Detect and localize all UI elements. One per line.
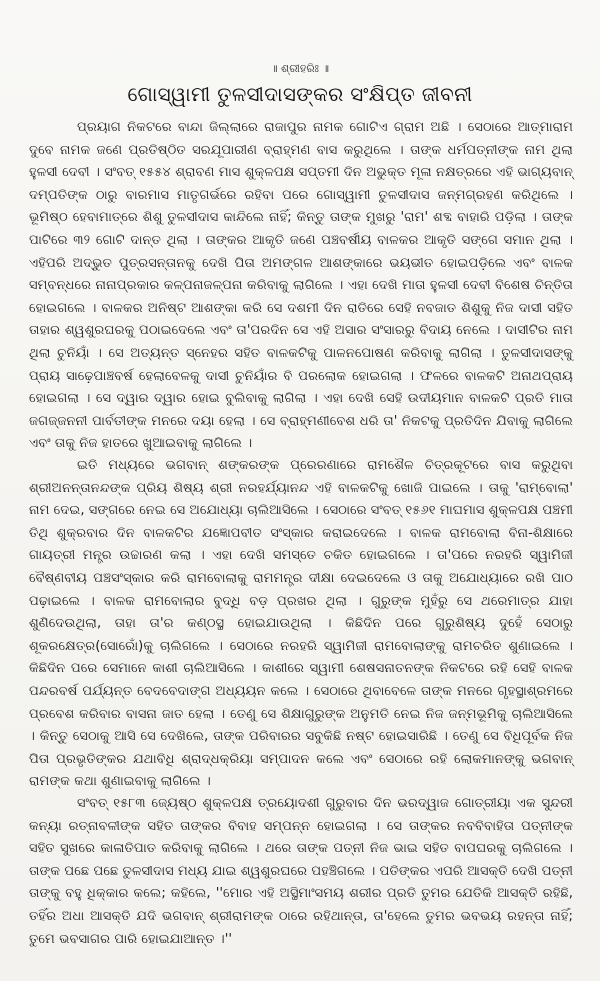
paragraph-marriage (29, 793, 573, 951)
paragraph-text: ସଂବତ୍ ୧୫୮୩ ଜ୍ୟେଷ୍ଠ ଶୁକ୍ଳପକ୍ଷ ତ୍ରୟୋଦଶୀ ଗୁରୁବାର ଦିନ ଭରଦ୍ୱାଜ ଗୋତ୍ରୀୟା ଏକ ସୁନ୍ଦରୀ କନ୍ୟା ରତ୍ନାବଳୀଙ୍କ ସହିତ ତାଙ୍କର ବିବାହ ସମ୍ପନ୍ନ ହୋଇଗଲା । ସେ ତାଙ୍କର ନବବିବାହିତା ପତ୍ନୀଙ୍କ ସହିତ ସୁଖରେ କାଳାତିପାତ କରିବାକୁ ଲାଗିଲେ । ଥରେ ତାଙ୍କ ପତ୍ନୀ ନିଜ ଭାଇ ସହିତ ବାପଘରକୁ ଚାଲିଗଲେ । ତାଙ୍କ ପଛେ ପଛେ ତୁଳସୀଦାସ ମଧ୍ୟ ଯାଇ ଶ୍ୱଶୁରଘରେ ପହଞ୍ଚିଗଲେ । ପତିଙ୍କର ଏପରି ଆସକ୍ତି ଦେଖି ପତ୍ନୀ ତାଙ୍କୁ ବହୁ ଧିକ୍କାର କଲେ; କହିଲେ, ''ମୋର ଏହି ଅସ୍ଥିମାଂସମୟ ଶରୀର ପ୍ରତି ତୁମର ଯେତିକି ଆସକ୍ତି ରହିଛି, ତହିଁର ଅଧା ଆସକ୍ତି ଯଦି ଭଗବାନ୍ ଶ୍ରୀରାମଙ୍କ ଠାରେ ରହିଥାନ୍ତା, ତା'ହେଲେ ତୁମର ଭବଭୟ ରହନ୍ତା ନାହିଁ; ତୁମେ ଭବସାଗର ପାରି ହୋଇଯାଆନ୍ତ ।'' (29, 796, 573, 947)
invocation-header: ॥ ଶ୍ରୀହରିଃ ॥ (271, 62, 329, 75)
paragraph-birth (29, 117, 573, 456)
paragraph-education (29, 455, 573, 794)
paragraph-text: ପ୍ରୟାଗ ନିକଟରେ ବାନ୍ଦା ଜିଲ୍ଲାରେ ରାଜାପୁର ନାମକ ଗୋଟିଏ ଗ୍ରାମ ଅଛି । ସେଠାରେ ଆତ୍ମାରାମ ଦୁବେ ନାମକ ଜଣେ ପ୍ରତିଷ୍ଠିତ ସରଯୂପାରୀଣ ବ୍ରାହ୍ମଣ ବାସ କରୁଥିଲେ । ତାଙ୍କ ଧର୍ମପତ୍ନୀଙ୍କ ନାମ ଥିଲା ହୁଳସୀ ଦେବୀ । ସଂବତ୍ ୧୫୫୪ ଶ୍ରାବଣ ମାସ ଶୁକ୍ଳପକ୍ଷ ସପ୍ତମୀ ଦିନ ଅଭୁକ୍ତ ମୂଳା ନକ୍ଷତ୍ରରେ ଏହି ଭାଗ୍ୟବାନ୍ ଦମ୍ପତିଙ୍କ ଠାରୁ ବାରମାସ ମାତୃଗର୍ଭରେ ରହିବା ପରେ ଗୋସ୍ୱାମୀ ତୁଳସୀଦାସ ଜନ୍ମଗ୍ରହଣ କରିଥିଲେ । ଭୂମିଷ୍ଠ ହେବାମାତ୍ରେ ଶିଶୁ ତୁଳସୀଦାସ କାନ୍ଦିଲେ ନାହିଁ; କିନ୍ତୁ ତାଙ୍କ ମୁଖରୁ 'ରାମ' ଶବ୍ଦ ବାହାରି ପଡ଼ିଲା । ତାଙ୍କ ପାଟିରେ ୩୨ ଗୋଟି ଦାନ୍ତ ଥିଲା । ତାଙ୍କର ଆକୃତି ଜଣେ ପଞ୍ଚବର୍ଷୀୟ ବାଳକର ଆକୃତି ସଙ୍ଗେ ସମାନ ଥିଲା । ଏହିପରି ଅଦ୍ଭୁତ ପୁତ୍ରସନ୍ତାନକୁ ଦେଖି ପିତା ଅମଙ୍ଗଳ ଆଶଙ୍କାରେ ଭୟଭୀତ ହୋଇପଡ଼ିଲେ ଏବଂ ବାଳକ ସମ୍ବନ୍ଧରେ ନାନାପ୍ରକାର କଳ୍ପନାଜଳ୍ପନା କରିବାକୁ ଲାଗିଲେ । ଏହା ଦେଖି ମାତା ହୁଳସୀ ଦେବୀ ବିଶେଷ ଚିନ୍ତିତା ହୋଇଗଲେ । ବାଳକର ଅନିଷ୍ଟ ଆଶଙ୍କା କରି ସେ ଦଶମୀ ଦିନ ରାତିରେ ସେହି ନବଜାତ ଶିଶୁକୁ ନିଜ ଦାସୀ ସହିତ ତାହାର ଶ୍ୱଶୁରଘରକୁ ପଠାଇଦେଲେ ଏବଂ ତା'ପରଦିନ ସେ ଏହି ଅସାର ସଂସାରରୁ ବିଦାୟ ନେଲେ । ଦାସୀଟିର ନାମ ଥିଲା ଚୁନିୟାଁ । ସେ ଅତ୍ୟନ୍ତ ସ୍ନେହର ସହିତ ବାଳକଟିକୁ ପାଳନପୋଷଣ କରିବାକୁ ଲାଗିଲା । ତୁଳସୀଦାସଙ୍କୁ ପ୍ରାୟ ସାଢ଼େପାଞ୍ଚବର୍ଷ ହେଲାବେଳକୁ ଦାସୀ ଚୁନିୟାଁର ବି ପରଲୋକ ହୋଇଗଲା । ଫଳରେ ବାଳକଟି ଅନାଥପ୍ରାୟ ହୋଇଗଲା । ସେ ଦ୍ୱାର ଦ୍ୱାର ହୋଇ ବୁଲିବାକୁ ଲାଗିଲା । ଏହା ଦେଖି ସେହି ଉଦୀୟମାନ ବାଳକଟି ପ୍ରତି ମାତା ଜଗଜ୍ଜନନୀ ପାର୍ବତୀଙ୍କ ମନରେ ଦୟା ହେଲା । ସେ ବ୍ରାହ୍ମଣୀବେଶ ଧରି ତା' ନିକଟକୁ ପ୍ରତିଦିନ ଯିବାକୁ ଲାଗିଲେ ଏବଂ ତାକୁ ନିଜ ହାତରେ ଖୁଆଇବାକୁ ଲାଗିଲେ । (29, 120, 573, 452)
paragraph-text: ଇତି ମଧ୍ୟରେ ଭଗବାନ୍ ଶଙ୍କରଙ୍କ ପ୍ରେରଣାରେ ରାମଶୈଳ ଚିତ୍ରକୂଟରେ ବାସ କରୁଥିବା ଶ୍ରୀଅନନ୍ତାନନ୍ଦଙ୍କ ପ୍ରିୟ ଶିଷ୍ୟ ଶ୍ରୀ ନରହର୍ଯ୍ୟାନନ୍ଦ ଏହି ବାଳକଟିକୁ ଖୋଜି ପାଇଲେ । ତାକୁ 'ରାମ୍‌ବୋଲା' ନାମ ଦେଇ, ସଙ୍ଗରେ ନେଇ ସେ ଅଯୋଧ୍ୟା ଚାଲିଆସିଲେ । ସେଠାରେ ସଂବତ୍ ୧୫୬୧ ମାଘମାସ ଶୁକ୍ଳପକ୍ଷ ପଞ୍ଚମୀ ତିଥି ଶୁକ୍ରବାର ଦିନ ବାଳକଟିର ଯଜ୍ଞୋପବୀତ ସଂସ୍କାର କରାଇଦେଲେ । ବାଳକ ରାମବୋଲା ବିନା-ଶିକ୍ଷାରେ ଗାୟତ୍ରୀ ମନ୍ତ୍ର ଉଚ୍ଚାରଣ କଲା । ଏହା ଦେଖି ସମସ୍ତେ ଚକିତ ହୋଇଗଲେ । ତା'ପରେ ନରହରି ସ୍ୱାମିଜୀ ବୈଷ୍ଣବୀୟ ପଞ୍ଚସଂସ୍କାର କରି ରାମବୋଲାକୁ ରାମମନ୍ତ୍ର ଦୀକ୍ଷା ଦେଇଦେଲେ ଓ ତାକୁ ଅଯୋଧ୍ୟାରେ ରଖି ପାଠ ପଢ଼ାଇଲେ । ବାଳକ ରାମବୋଲାର ବୁଦ୍ଧି ବଡ଼ ପ୍ରଖର ଥିଲା । ଗୁରୁଙ୍କ ମୁହଁରୁ ସେ ଥରେମାତ୍ର ଯାହା ଶୁଣିଦେଉଥିଲା, ତାହା ତା'ର କଣ୍ଠସ୍ଥ ହୋଇଯାଉଥିଲା । କିଛିଦିନ ପରେ ଗୁରୁଶିଷ୍ୟ ଦୁହେଁ ସେଠାରୁ ଶୂକରକ୍ଷେତ୍ର(ସୋରୋଁ)କୁ ଚାଲିଗଲେ । ସେଠାରେ ନରହରି ସ୍ୱାମିଜୀ ରାମବୋଲାଙ୍କୁ ରାମଚରିତ ଶୁଣାଇଲେ । କିଛିଦିନ ପରେ ସେମାନେ କାଶୀ ଚାଲିଆସିଲେ । କାଶୀରେ ସ୍ୱାମୀ ଶେଷସନାତନଙ୍କ ନିକଟରେ ରହି ସେହି ବାଳକ ପନ୍ଦରବର୍ଷ ପର୍ଯ୍ୟନ୍ତ ବେଦବେଦାଙ୍ଗ ଅଧ୍ୟୟନ କଲେ । ସେଠାରେ ଥିବାବେଳେ ତାଙ୍କ ମନରେ ଗୃହସ୍ଥାଶ୍ରମରେ ପ୍ରବେଶ କରିବାର ବାସନା ଜାତ ହେଲା । ତେଣୁ ସେ ଶିକ୍ଷାଗୁରୁଙ୍କ ଅନୁମତି ନେଇ ନିଜ ଜନ୍ମଭୂମିକୁ ଚାଲିଆସିଲେ । କିନ୍ତୁ ସେଠାକୁ ଆସି ସେ ଦେଖିଲେ, ତାଙ୍କ ପରିବାରର ସବୁକିଛି ନଷ୍ଟ ହୋଇସାରିଛି । ତେଣୁ ସେ ବିଧିପୂର୍ବକ ନିଜ ପିତା ପ୍ରଭୃତିଙ୍କର ଯଥାବିଧି ଶ୍ରାଦ୍ଧକ୍ରିୟା ସମ୍ପାଦନ କଲେ ଏବଂ ସେଠାରେ ରହି ଲୋକମାନଙ୍କୁ ଭଗବାନ୍ ରାମଙ୍କ କଥା ଶୁଣାଇବାକୁ ଲାଗିଲେ । (29, 458, 573, 790)
page-title: ଗୋସ୍ୱାମୀ ତୁଳସୀଦାସଙ୍କର ସଂକ୍ଷିପ୍ତ ଜୀବନୀ (127, 82, 473, 106)
